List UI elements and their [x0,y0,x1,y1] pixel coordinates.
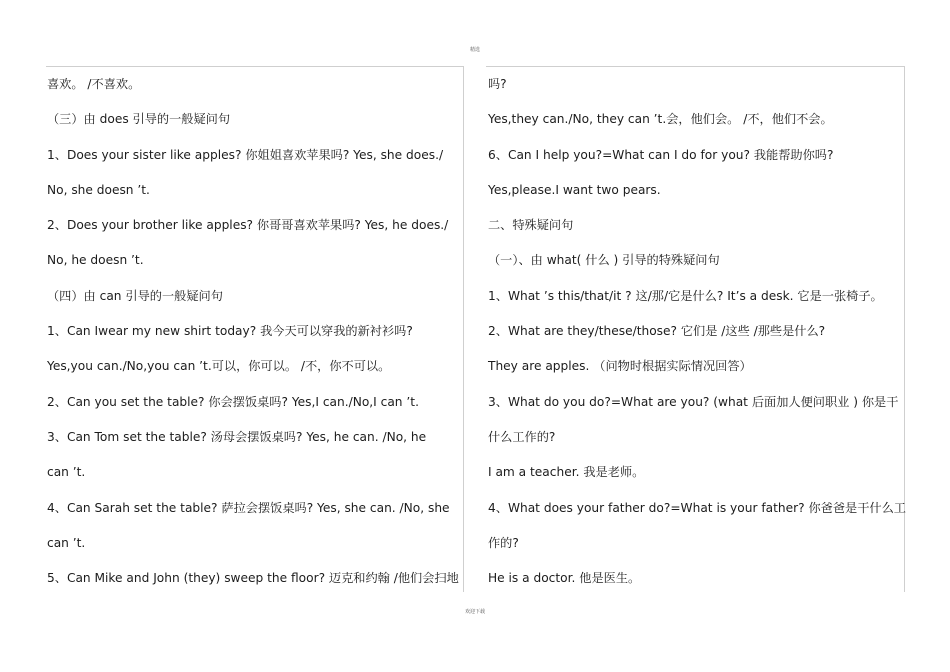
text-line: 6、Can I help you?=What can I do for you? 我能帮助你吗? [488,147,834,162]
section-heading: （一）、由 what( 什么 ) 引导的特殊疑问句 [488,253,720,268]
text-line: 4、What does your father do?=What is your father? 你爸爸是干什么工 [488,500,906,515]
text-line: 3、What do you do?=What are you? (what 后面加人便问职业 ) 你是干 [488,394,899,409]
left-column [47,72,462,601]
section-heading: 二、特殊疑问句 [488,218,574,233]
column-divider [463,66,464,592]
text-line: can ’t. [47,535,86,550]
text-line: can ’t. [47,465,86,480]
text-line: Yes,they can./No, they can ’t.会，他们会。 /不，他们不会。 [488,112,833,127]
text-line: 喜欢。 /不喜欢。 [47,77,141,91]
top-rule-right [486,66,904,67]
text-line: He is a doctor. 他是医生。 [488,571,641,586]
text-line: 1、Can Iwear my new shirt today? 我今天可以穿我的新衬衫吗? [47,324,413,339]
text-line: 2、Does your brother like apples? 你哥哥喜欢苹果吗? Yes, he does./ [47,218,449,233]
text-line: Yes,you can./No,you can ’t.可以，你可以。 /不，你不可以。 [47,359,391,374]
text-line: No, she doesn ’t. [47,182,150,197]
text-line: They are apples. （问物时根据实际情况回答） [488,359,752,374]
text-line: 3、Can Tom set the table? 汤母会摆饭桌吗? Yes, he can. /No, he [47,429,427,444]
text-line: 作的? [488,535,519,550]
text-line: Yes,please.I want two pears. [488,182,661,197]
page-header: 精选 [469,47,480,53]
section-heading: （三）由 does 引导的一般疑问句 [47,112,231,127]
section-heading: （四）由 can 引导的一般疑问句 [47,288,223,303]
text-line: 2、Can you set the table? 你会摆饭桌吗? Yes,I can./No,I can ’t. [47,394,419,409]
text-line: 什么工作的? [488,429,556,444]
text-line: 1、What ’s this/that/it ? 这/那/它是什么? It’s a desk. 它是一张椅子。 [488,288,883,303]
text-line: I am a teacher. 我是老师。 [488,465,645,480]
text-line: 1、Does your sister like apples? 你姐姐喜欢苹果吗? Yes, she does./ [47,147,444,162]
right-column [488,72,906,601]
page-footer: 欢迎下载 [464,609,485,615]
text-line: No, he doesn ’t. [47,253,144,268]
text-line: 2、What are they/these/those? 它们是 /这些 /那些是什么? [488,324,826,339]
top-rule-left [46,66,464,67]
text-line: 5、Can Mike and John (they) sweep the floor? 迈克和约翰 /他们会扫地 [47,571,459,586]
text-line: 吗? [488,77,507,91]
text-line: 4、Can Sarah set the table? 萨拉会摆饭桌吗? Yes, she can. /No, she [47,500,450,515]
